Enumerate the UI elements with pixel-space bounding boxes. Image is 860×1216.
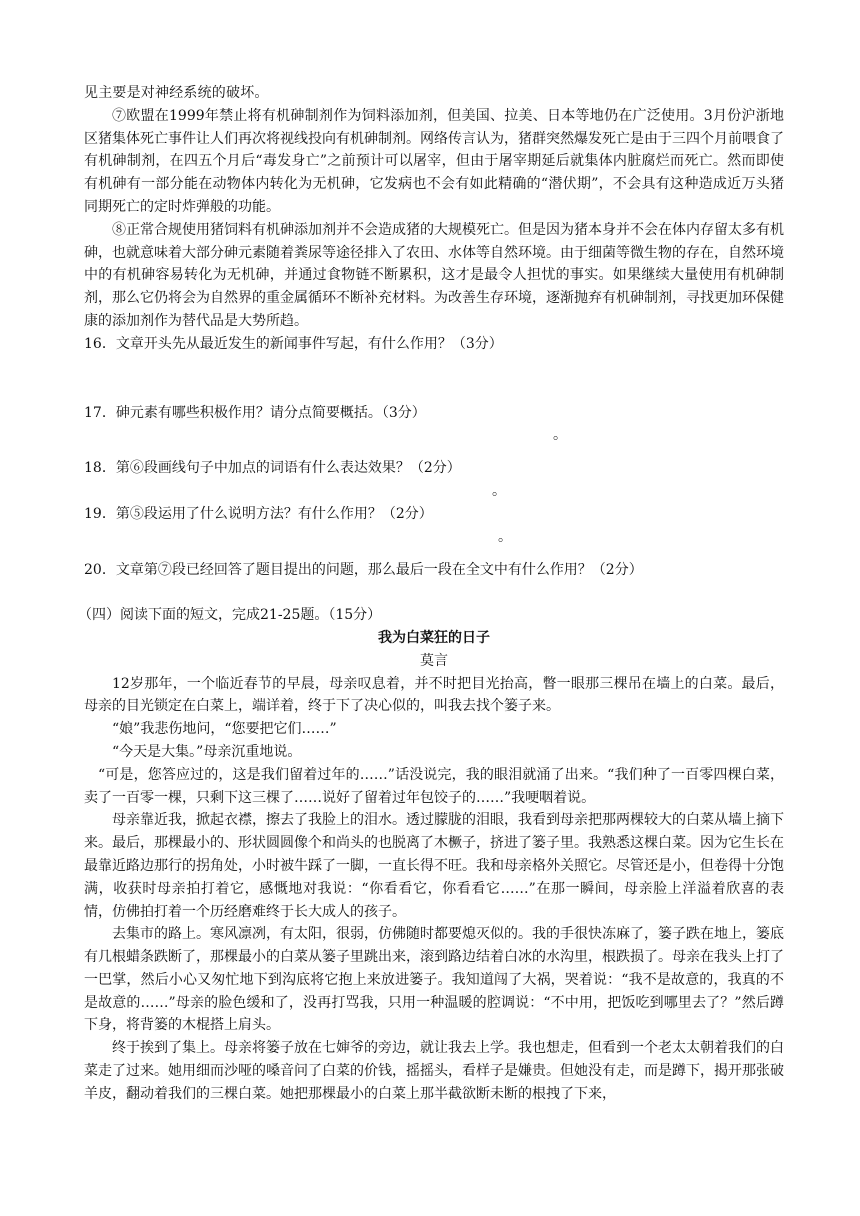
- question-16: 16．文章开头先从最近发生的新闻事件写起，有什么作用？（3分）: [84, 335, 503, 352]
- article-author: 莫言: [420, 652, 448, 669]
- answer-line-end-19: 。: [498, 528, 512, 545]
- story-paragraph-3: “今天是大集。”母亲沉重地说。: [112, 743, 302, 760]
- answer-space-20: [84, 582, 784, 604]
- answer-space-16: [84, 356, 784, 402]
- story-paragraph-6: 去集市的路上。寒风凛冽，有太阳，很弱，仿佛随时都要熄灭似的。我的手很快冻麻了，篓子跌在地上，篓底有几根蜡条跌断了，那棵最小的白菜从篓子里跳出来，滚到路边结着白冰的水沟里，根跌损了。母亲在我头上打了一巴掌，然后小心又匆忙地下到沟底将它抱上来放进篓子。我知道闯了大祸，哭着说：“我不是故意的，我真的不是故意的……”母亲的脸色缓和了，没再打骂我，只用一种温暖的腔调说：“不中用，把饭吃到哪里去了？”然后蹲下身，将背篓的木棍搭上肩头。: [84, 926, 784, 1034]
- section-4-heading: （四）阅读下面的短文，完成21-25题。（15分）: [78, 607, 382, 624]
- passage-continuation: 见主要是对神经系统的破坏。: [84, 85, 269, 101]
- story-paragraph-5: 母亲靠近我，掀起衣襟，擦去了我脸上的泪水。透过朦胧的泪眼，我看到母亲把那两棵较大的白菜从墙上摘下来。最后，那棵最小的、形状圆圆像个和尚头的也脱离了木橛子，挤进了篓子里。我熟悉这棵白菜。因为它生长在最靠近路边那行的拐角处，小时被牛踩了一脚，一直长得不旺。我和母亲格外关照它。尽管还是小，但卷得十分饱满，收获时母亲拍打着它，感慨地对我说：“你看看它，你看看它……”在那一瞬间，母亲脸上洋溢着欣喜的表情，仿佛拍打着一个历经磨难终于长大成人的孩子。: [84, 812, 784, 920]
- story-paragraph-1: 12岁那年，一个临近春节的早晨，母亲叹息着，并不时把目光抬高，瞥一眼那三棵吊在墙上的白菜。最后，母亲的目光锁定在白菜上，端详着，终于下了决心似的，叫我去找个篓子来。: [84, 675, 784, 715]
- question-17: 17．砷元素有哪些积极作用？请分点简要概括。（3分）: [84, 404, 426, 421]
- document-page: [78, 82, 784, 1106]
- paragraph-7: ⑦欧盟在1999年禁止将有机砷制剂作为饲料添加剂，但美国、拉美、日本等地仍在广泛使用。3月份沪浙地区猪集体死亡事件让人们再次将视线投向有机砷制剂。网络传言认为，猪群突然爆发死亡是由于三四个月前喂食了有机砷制剂，在四五个月后“毒发身亡”之前预计可以屠宰，但由于屠宰期延后就集体内脏腐烂而死亡。然而即使有机砷有一部分能在动物体内转化为无机砷，它发病也不会有如此精确的“潜伏期”，不会具有这种造成近万头猪同期死亡的定时炸弹般的功能。: [84, 107, 784, 215]
- question-19: 19．第⑤段运用了什么说明方法？有什么作用？（2分）: [84, 505, 433, 522]
- answer-line-end-18: 。: [492, 482, 506, 499]
- story-paragraph-7: 终于挨到了集上。母亲将篓子放在七婶爷的旁边，就让我去上学。我也想走，但看到一个老太太朝着我们的白菜走了过来。她用细而沙哑的嗓音问了白菜的价钱，摇摇头，看样子是嫌贵。但她没有走，而是蹲下，揭开那张破羊皮，翻动着我们的三棵白菜。她把那棵最小的白菜上那半截欲断未断的根拽了下来，: [84, 1040, 784, 1102]
- question-20: 20．文章第⑦段已经回答了题目提出的问题，那么最后一段在全文中有什么作用？（2分）: [84, 562, 643, 579]
- story-paragraph-4: “可是，您答应过的，这是我们留着过年的……”话没说完，我的眼泪就涌了出来。“我们种了一百零四棵白菜，卖了一百零一棵，只剩下这三棵了……说好了留着过年包饺子的……”我哽咽着说。: [84, 766, 784, 806]
- answer-space-19: [84, 548, 784, 559]
- paragraph-8: ⑧正常合规使用猪饲料有机砷添加剂并不会造成猪的大规模死亡。但是因为猪本身并不会在体内存留太多有机砷，也就意味着大部分砷元素随着粪尿等途径排入了农田、水体等自然环境。由于细菌等微生物的存在，自然环境中的有机砷容易转化为无机砷，并通过食物链不断累积，这才是最令人担忧的事实。如果继续大量使用有机砷制剂，那么它仍将会为自然界的重金属循环不断补充材料。为改善生存环境，逐渐抛弃有机砷制剂，寻找更加环保健康的添加剂作为替代品是大势所趋。: [84, 221, 784, 329]
- answer-line-end-17: 。: [553, 427, 567, 444]
- story-paragraph-2: “娘”我悲伤地问，“您要把它们……”: [112, 721, 337, 738]
- article-title: 我为白菜狂的日子: [378, 629, 490, 646]
- answer-space-17: [84, 447, 784, 457]
- question-18: 18．第⑥段画线句子中加点的词语有什么表达效果？（2分）: [84, 460, 461, 477]
